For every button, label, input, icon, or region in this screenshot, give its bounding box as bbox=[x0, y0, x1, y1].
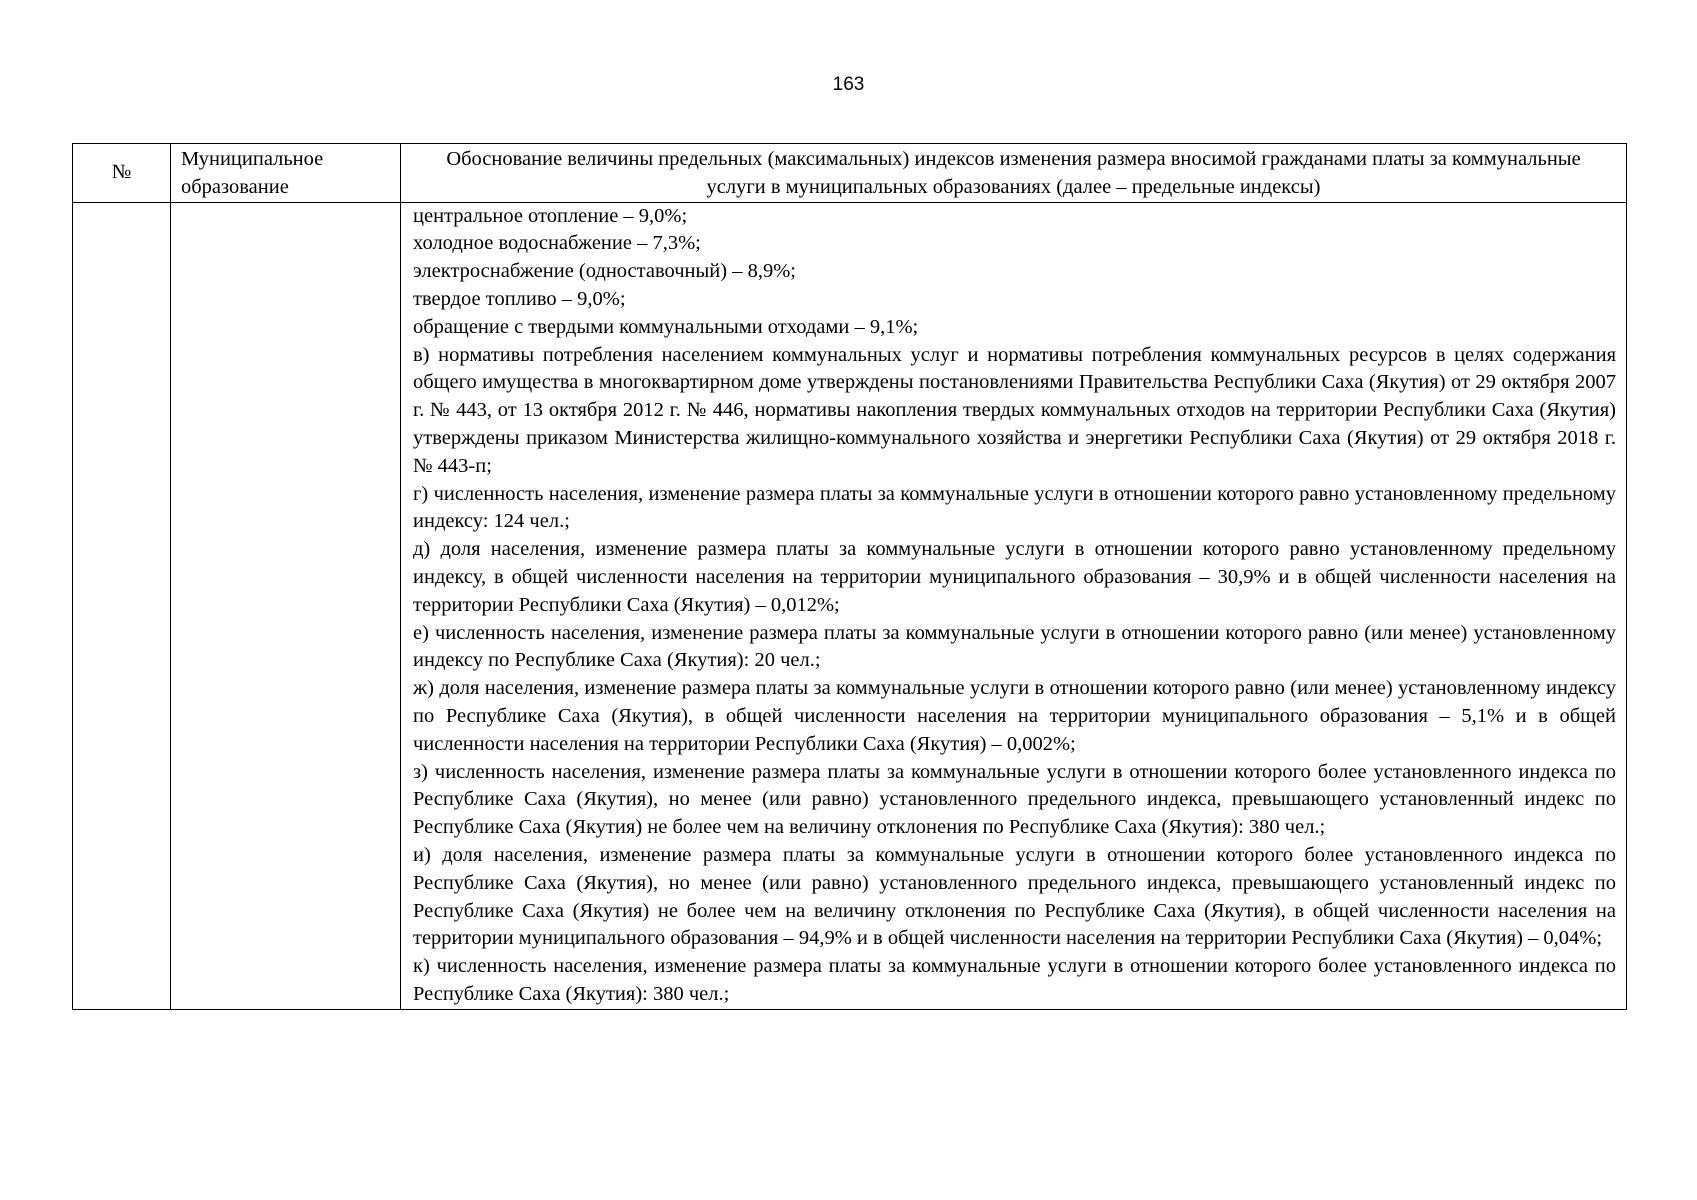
paragraph-i: и) доля населения, изменение размера платы за коммунальные услуги в отношении которого более установленного индекса по Республике Саха (Якутия), но менее (или равно) установленного предельного индекса, превышающего установленный индекс по Республике Саха (Якутия) не более чем на величину отклонения по Республике Саха (Якутия), в общей численности населения на территории муниципального образования – 94,9% и в общей численности населения на территории Республики Саха (Якутия) – 0,04%; bbox=[413, 843, 1616, 950]
paragraph-v: в) нормативы потребления населением коммунальных услуг и нормативы потребления коммунальных ресурсов в целях содержания общего имущества в многоквартирном доме утверждены постановлениями Правительства Республики Саха (Якутия) от 29 октября 2007 г. № 443, от 13 октября 2012 г. № 446, нормативы накопления твердых коммунальных отходов на территории Республики Саха (Якутия) утверждены приказом Министерства жилищно-коммунального хозяйства и энергетики Республики Саха (Якутия) от 29 октября 2018 г. № 443-п; bbox=[413, 343, 1616, 477]
cell-justification bbox=[401, 202, 1627, 1009]
list-item: твердое топливо – 9,0%; bbox=[413, 287, 626, 310]
table-row bbox=[73, 202, 1627, 1009]
cell-municipality bbox=[171, 202, 401, 1009]
paragraph-e: е) численность населения, изменение размера платы за коммунальные услуги в отношении которого равно (или менее) установленному индексу по Республике Саха (Якутия): 20 чел.; bbox=[413, 621, 1616, 672]
header-municipality: Муниципальное образование bbox=[171, 144, 401, 203]
header-justification: Обоснование величины предельных (максимальных) индексов изменения размера вносимой гражданами платы за коммунальные услуги в муниципальных образованиях (далее – предельные индексы) bbox=[401, 144, 1627, 203]
paragraph-z: з) численность населения, изменение размера платы за коммунальные услуги в отношении которого более установленного индекса по Республике Саха (Якутия), но менее (или равно) установленного предельного индекса, превышающего установленный индекс по Республике Саха (Якутия) не более чем на величину отклонения по Республике Саха (Якутия): 380 чел.; bbox=[413, 760, 1616, 839]
list-item: обращение с твердыми коммунальными отходами – 9,1%; bbox=[413, 315, 919, 338]
page-number: 163 bbox=[832, 74, 865, 95]
paragraph-k: к) численность населения, изменение размера платы за коммунальные услуги в отношении которого более установленного индекса по Республике Саха (Якутия): 380 чел.; bbox=[413, 955, 1616, 1005]
list-item: центральное отопление – 9,0%; bbox=[413, 204, 688, 227]
cell-number bbox=[73, 202, 171, 1009]
table-header-row bbox=[73, 144, 1627, 203]
list-item: холодное водоснабжение – 7,3%; bbox=[413, 232, 701, 255]
header-number: № bbox=[73, 144, 171, 203]
list-item: электроснабжение (одноставочный) – 8,9%; bbox=[413, 260, 796, 283]
justification-table bbox=[72, 143, 1627, 1010]
paragraph-zh: ж) доля населения, изменение размера платы за коммунальные услуги в отношении которого равно (или менее) установленному индексу по Республике Саха (Якутия), в общей численности населения на территории муниципального образования – 5,1% и в общей численности населения на территории Республики Саха (Якутия) – 0,002%; bbox=[413, 677, 1616, 755]
paragraph-d: д) доля населения, изменение размера платы за коммунальные услуги в отношении которого равно установленному предельному индексу, в общей численности населения на территории муниципального образования – 30,9% и в общей численности населения на территории Республики Саха (Якутия) – 0,012%; bbox=[413, 538, 1616, 616]
paragraph-g: г) численность населения, изменение размера платы за коммунальные услуги в отношении которого равно установленному предельному индексу: 124 чел.; bbox=[413, 482, 1616, 533]
